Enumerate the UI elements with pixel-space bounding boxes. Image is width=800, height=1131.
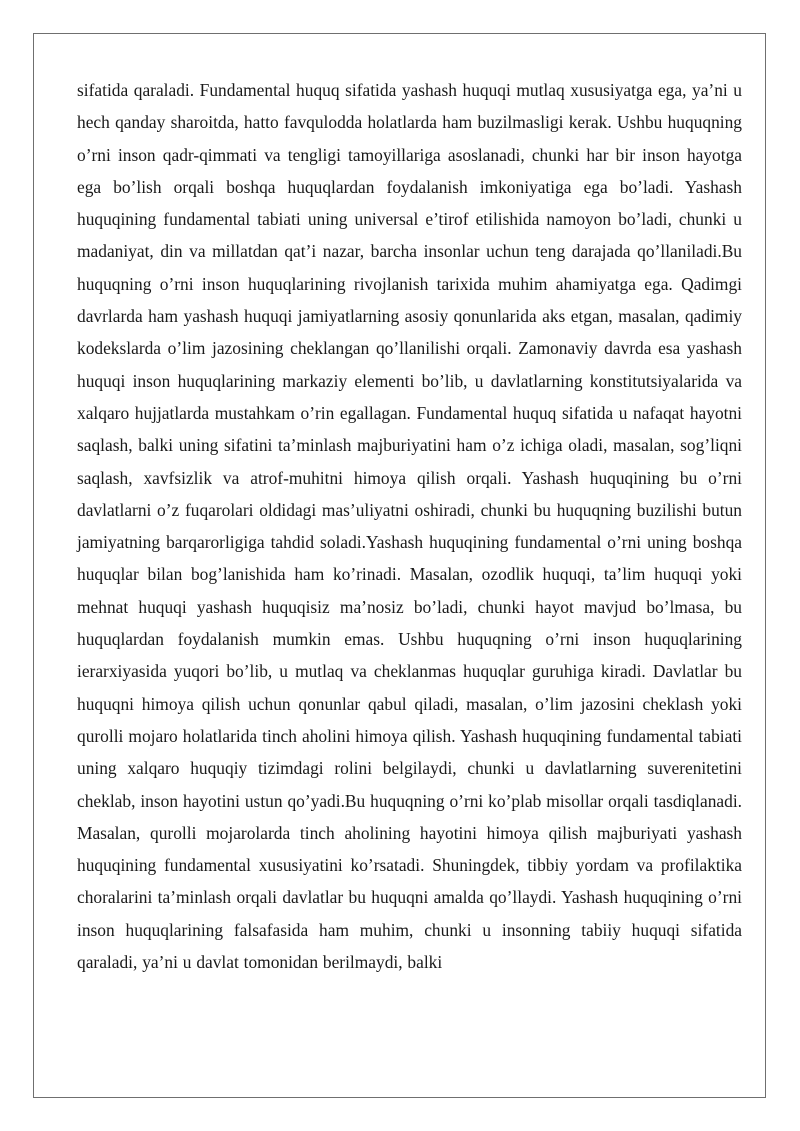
body-paragraph: sifatida qaraladi. Fundamental huquq sifatida yashash huquqi mutlaq xususiyatga ega, ya’ni u hech qanday sharoitda, hatto favqulodda holatlarda ham buzilmasligi kerak. Ushbu huquqning o’rni inson qadr-qimmati va tengligi tamoyillariga asoslanadi, chunki har bir inson hayotga ega bo’lish orqali boshqa huquqlardan foydalanish imkoniyatiga ega bo’ladi. Yashash huquqining fundamental tabiati uning universal e’tirof etilishida namoyon bo’ladi, chunki u madaniyat, din va millatdan qat’i nazar, barcha insonlar uchun teng darajada qo’llaniladi.Bu huquqning o’rni inson huquqlarining rivojlanish tarixida muhim ahamiyatga ega. Qadimgi davrlarda ham yashash huquqi jamiyatlarning asosiy qonunlarida aks etgan, masalan, qadimiy kodekslarda o’lim jazosining cheklangan qo’llanilishi orqali. Zamonaviy davrda esa yashash huquqi inson huquqlarining markaziy elementi bo’lib, u davlatlarning konstitutsiyalarida va xalqaro hujjatlarda mustahkam o’rin egallagan. Fundamental huquq sifatida u nafaqat hayotni saqlash, balki uning sifatini ta’minlash majburiyatini ham o’z ichiga oladi, masalan, sog’liqni saqlash, xavfsizlik va atrof-muhitni himoya qilish orqali. Yashash huquqining bu o’rni davlatlarni o’z fuqarolari oldidagi mas’uliyatni oshiradi, chunki bu huquqning buzilishi butun jamiyatning barqarorligiga tahdid soladi.Yashash huquqining fundamental o’rni uning boshqa huquqlar bilan bog’lanishida ham ko’rinadi. Masalan, ozodlik huquqi, ta’lim huquqi yoki mehnat huquqi yashash huquqisiz ma’nosiz bo’ladi, chunki hayot mavjud bo’lmasa, bu huquqlardan foydalanish mumkin emas. Ushbu huquqning o’rni inson huquqlarining ierarxiyasida yuqori bo’lib, u mutlaq va cheklanmas huquqlar guruhiga kiradi. Davlatlar bu huquqni himoya qilish uchun qonunlar qabul qiladi, masalan, o’lim jazosini cheklash yoki qurolli mojaro holatlarida tinch aholini himoya qilish. Yashash huquqining fundamental tabiati uning xalqaro huquqiy tizimdagi rolini belgilaydi, chunki u davlatlarning suverenitetini cheklab, inson hayotini ustun qo’yadi.Bu huquqning o’rni ko’plab misollar orqali tasdiqlanadi. Masalan, qurolli mojarolarda tinch aholining hayotini himoya qilish majburiyati yashash huquqining fundamental xususiyatini ko’rsatadi. Shuningdek, tibbiy yordam va profilaktika choralarini ta’minlash orqali davlatlar bu huquqni amalda qo’llaydi. Yashash huquqining o’rni inson huquqlarining falsafasida ham muhim, chunki u insonning tabiiy huquqi sifatida qaraladi, ya’ni u davlat tomonidan berilmaydi, balki bbox=[77, 80, 742, 973]
